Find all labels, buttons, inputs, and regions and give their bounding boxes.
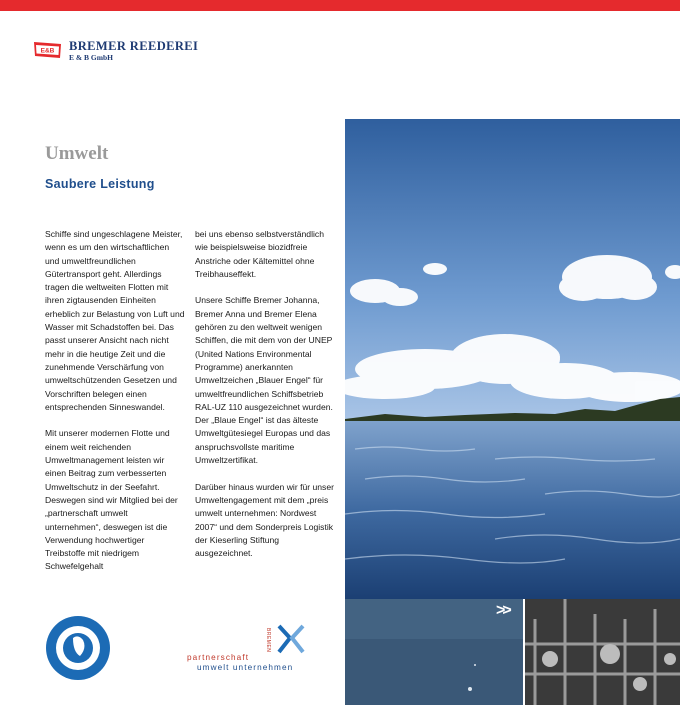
- brand-name: BREMER REEDEREI: [69, 39, 199, 53]
- lake-photo: [345, 119, 680, 599]
- partner-mark-icon: [275, 622, 307, 656]
- partner-vertical-text: BREMEN: [265, 628, 271, 653]
- paragraph: bei uns ebenso selbstverständlich wie beispielsweise biozidfreie Anstriche oder Kältemittel ohne Treibhauseffekt.: [195, 229, 324, 279]
- engine-room-thumbnail[interactable]: [525, 599, 680, 705]
- text-column-2: [195, 228, 335, 574]
- paragraph: Schiffe sind ungeschlagene Meister, wenn es um den wirtschaftlichen und umweltfreundlichen Gütertransport geht. Allerdings tragen die weltweiten Flotten mit ihren zigtausenden Einheiten erheblich zur Belastung von Luft und Wasser mit Schadstoffen bei. Das passt unserer Ansicht nach nicht mehr in die heutige Zeit und die zunehmende Verschärfung von umweltschützenden Gesetzen und Vorschriften belegen einen entsprechenden Sinneswandel.: [45, 229, 185, 412]
- flag-letters: E&B: [40, 47, 55, 55]
- partner-line-1: partnerschaft: [187, 653, 250, 662]
- page-subtitle: Saubere Leistung: [45, 177, 155, 191]
- next-arrows-icon[interactable]: >>: [496, 602, 509, 619]
- blauer-engel-logo: [43, 612, 113, 684]
- company-logo[interactable]: [33, 40, 198, 63]
- brand-subname: E & B GmbH: [69, 53, 113, 62]
- flag-icon: [33, 40, 63, 60]
- partnerschaft-logo: [185, 620, 315, 675]
- top-accent-bar: [0, 0, 680, 11]
- paragraph: Darüber hinaus wurden wir für unser Umweltengagement mit dem „preis umwelt unternehmen: Nordwest 2007“ und dem Sonderpreis Logistik der Kieserling Stiftung ausgezeichnet.: [195, 481, 334, 559]
- text-column-1: [45, 228, 185, 587]
- page-title: Umwelt: [45, 143, 109, 164]
- partner-line-2: umwelt unternehmen: [197, 663, 294, 672]
- paragraph: Mit unserer modernen Flotte und einem weit reichenden Umweltmanagement leisten wir einen Beitrag zum verbesserten Umweltschutz in der Seefahrt. Deswegen sind wir Mitglied bei der „partnerschaft umwelt unternehmen“, deswegen ist die Verwendung hochwertiger Treibstoffe mit niedrigem Schwefelgehalt: [45, 428, 178, 572]
- paragraph: Unsere Schiffe Bremer Johanna, Bremer Anna und Bremer Elena gehören zu den weltweit wenigen Schiffen, die mit dem von der UNEP (United Nations Environmental Programme) anerkannten Umweltzeichen „Blauer Engel“ für umweltfreundlichen Schiffsbetrieb RAL-UZ 110 ausgezeichnet wurden. Der „Blaue Engel“ ist das älteste Umweltgütesiegel Europas und das anspruchsvollste maritime Umweltzertifikat.: [195, 295, 333, 466]
